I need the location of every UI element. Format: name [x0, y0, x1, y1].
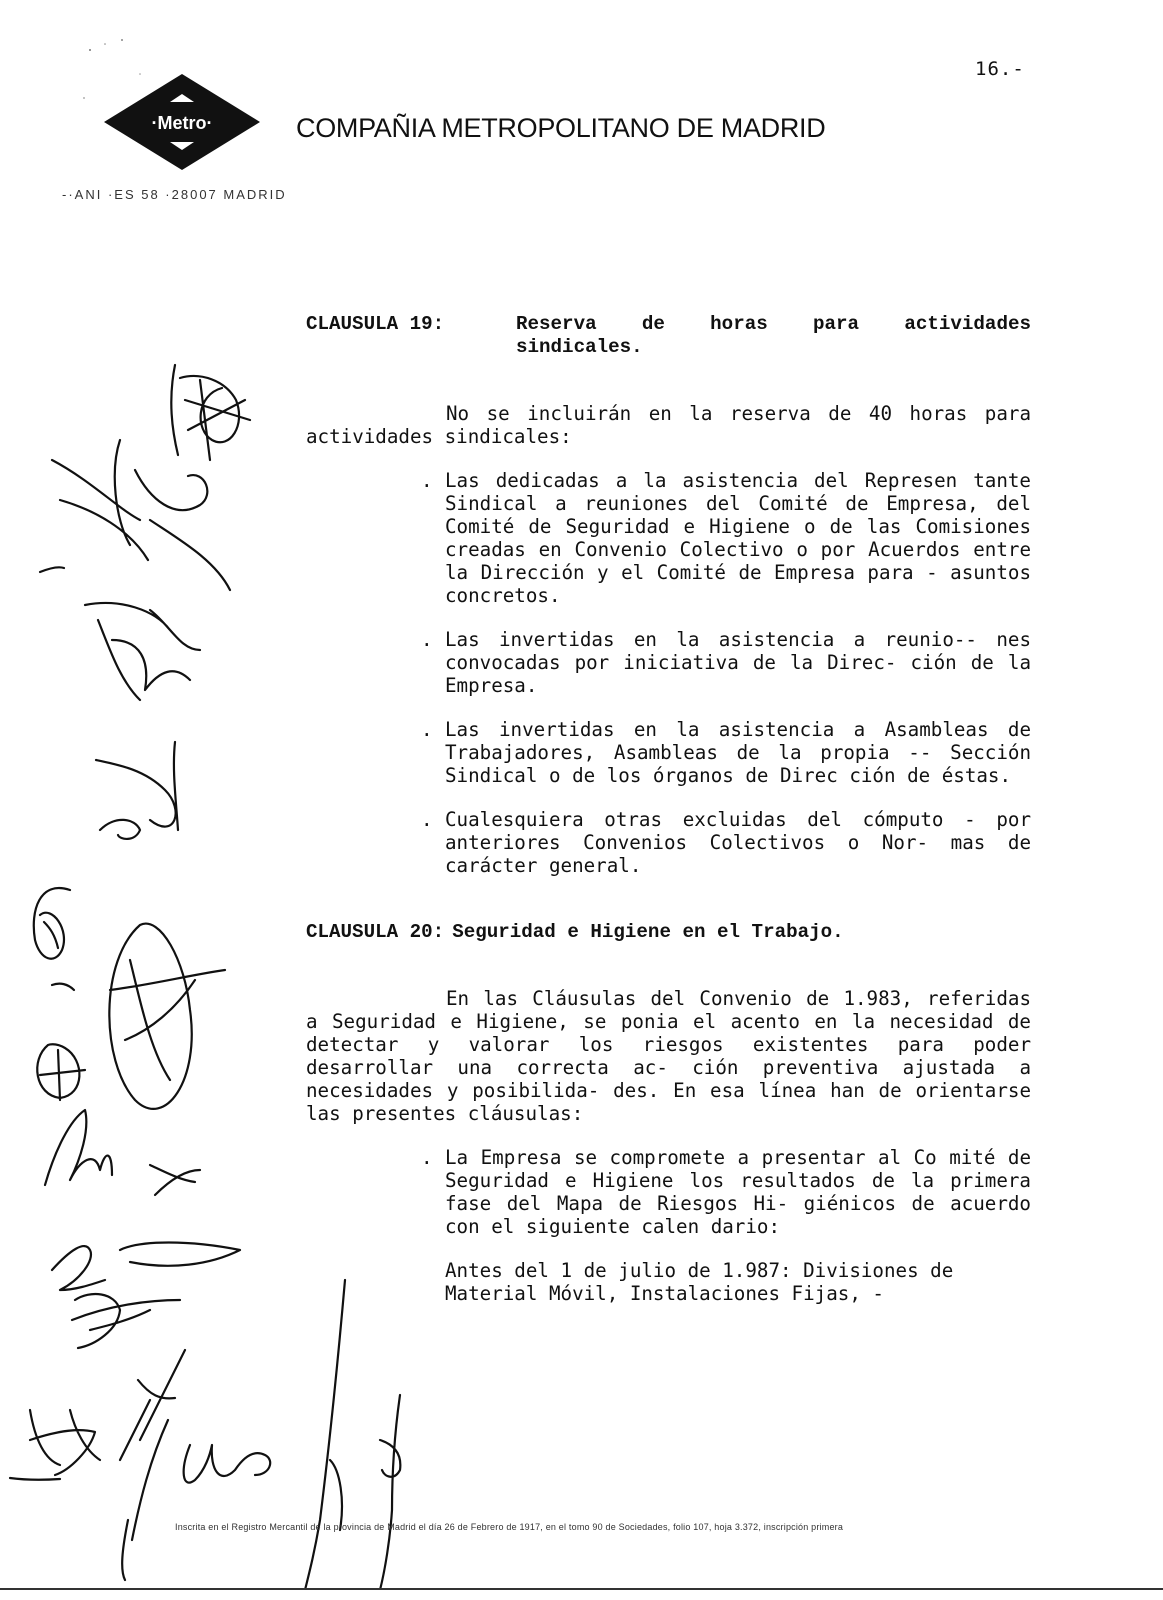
clause-19-number: CLAUSULA 19: [306, 313, 445, 335]
clause-19-title: Reserva de horas para actividades sindicales. [516, 313, 1031, 358]
metro-logo-text: ·Metro· [151, 113, 213, 133]
list-item: . Las invertidas en la asistencia a Asambleas de Trabajadores, Asambleas de la propia -- Sección Sindical o de los órganos de Direc ción de éstas. [445, 718, 1031, 787]
list-item: . Cualesquiera otras excluidas del cómputo - por anteriores Convenios Colectivos o Nor- mas de carácter general. [445, 808, 1031, 877]
page-number: 16.- [975, 58, 1025, 80]
clause-20-intro: En las Cláusulas del Convenio de 1.983, referidas a Seguridad e Higiene, se ponia el acento en la necesidad de detectar y valorar los riesgos existentes para poder desarrollar una correcta ac- ción preventiva ajustada a necesidades y posibilida- des. En esa línea han de orientarse las presentes cláusulas: [306, 987, 1031, 1125]
document-body [306, 313, 1031, 1305]
list-item: . Las dedicadas a la asistencia del Represen tante Sindical a reuniones del Comité de Empresa, del Comité de Seguridad e Higiene o de las Comisiones creadas en Convenio Colectivo o por Acuerdos entre la Dirección y el Comité de Empresa para - asuntos concretos. [445, 469, 1031, 607]
clause-19-list [306, 469, 1031, 877]
scan-specks [60, 30, 180, 110]
clause-20-schedule: Antes del 1 de julio de 1.987: Divisiones de Material Móvil, Instalaciones Fijas, - [445, 1259, 954, 1305]
clause-20-title: Seguridad e Higiene en el Trabajo. [452, 921, 844, 943]
clause-20-list [306, 1146, 1031, 1238]
list-item: . Las invertidas en la asistencia a reunio-- nes convocadas por iniciativa de la Direc- ción de la Empresa. [445, 628, 1031, 697]
company-name: COMPAÑIA METROPOLITANO DE MADRID [296, 113, 826, 143]
clause-19-intro: No se incluirán en la reserva de 40 horas para actividades sindicales: [306, 402, 1031, 448]
registry-footer: Inscrita en el Registro Mercantil de la provincia de Madrid el día 26 de Febrero de 1917, en el tomo 90 de Sociedades, folio 107, hoja 3.372, inscripción primera [175, 1522, 844, 1532]
clause-20-number: CLAUSULA 20: [306, 921, 445, 943]
clause-20-heading [306, 921, 1031, 944]
bottom-rule [0, 1588, 1163, 1590]
list-item: . La Empresa se compromete a presentar al Co mité de Seguridad e Higiene los resultados de la primera fase del Mapa de Riesgos Hi- giénicos de acuerdo con el siguiente calen dario: [445, 1146, 1031, 1238]
company-address: -·ANI ·ES 58 ·28007 MADRID [62, 187, 287, 202]
clause-19-heading [306, 313, 1031, 359]
